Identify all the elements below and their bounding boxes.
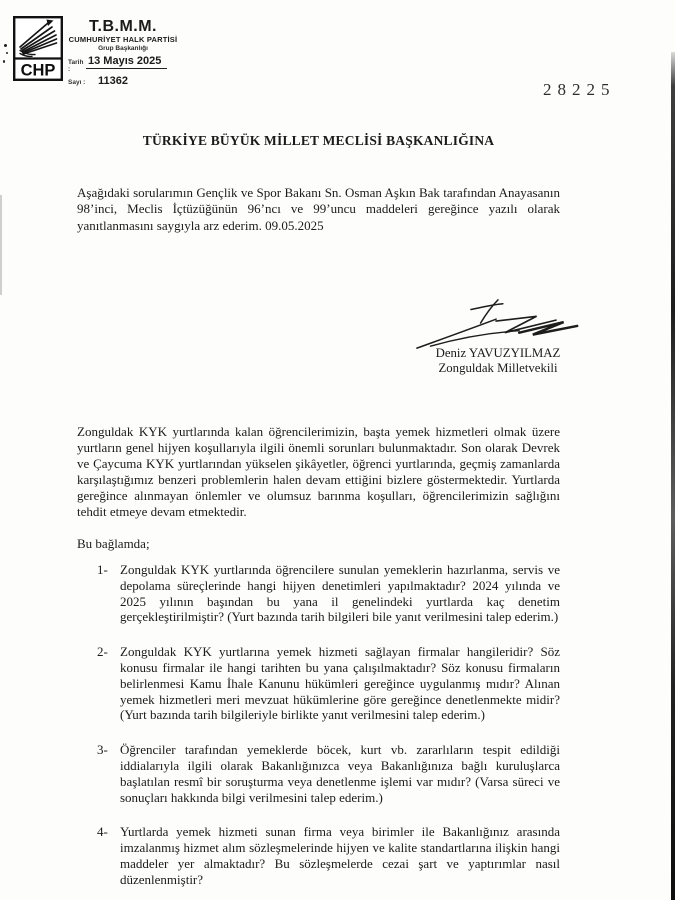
letterhead-party-name: CUMHURİYET HALK PARTİSİ bbox=[68, 35, 178, 44]
registry-stamp-number: 28225 bbox=[543, 80, 616, 99]
number-value: 11362 bbox=[98, 75, 128, 87]
date-label: Tarih : bbox=[68, 59, 84, 73]
question-item bbox=[97, 742, 560, 805]
letterhead-org: T.B.M.M. bbox=[89, 18, 157, 35]
document-title: TÜRKİYE BÜYÜK MİLLET MECLİSİ BAŞKANLIĞINA bbox=[142, 133, 495, 148]
question-number: 4- bbox=[97, 824, 108, 840]
scan-speck bbox=[6, 52, 8, 54]
question-item bbox=[97, 644, 560, 723]
scan-smudge bbox=[0, 195, 2, 295]
chp-party-logo bbox=[13, 16, 63, 81]
question-text: Zonguldak KYK yurtlarına yemek hizmeti sağlayan firmalar hangileridir? Söz konusu firmalar ile hangi tarihten bu yana çalışılmaktadır? Söz konusu firmaların belirlenmesi Kamu İhale Kanunu hükümleri gereğince uygulanmış mıdır? Alınan yemek hizmetleri meri mevzuat hükümlerine göre gereğince denetlenmekte midir? (Yurt bazında tarih bilgileriyle birlikte yanıt verilmesini talep ederim.) bbox=[120, 644, 560, 723]
question-text: Öğrenciler tarafından yemeklerde böcek, kurt vb. zararlıların tespit edildiği iddialarıyla ilgili olarak Bakanlığınızca veya Bakanlığınıza bağlı kuruluşlarca başlatılan resmî bir soruşturma veya denetlenme işlemi var mıdır? (Varsa süreci ve sonuçları hakkında bilgi verilmesini talep ederim.) bbox=[120, 742, 560, 805]
question-item bbox=[97, 562, 560, 625]
body-paragraph: Zonguldak KYK yurtlarında kalan öğrencilerimizin, başta yemek hizmetleri olmak üzere yurtların genel hijyen koşullarıyla ilgili önemli sorunları bulunmaktadır. Son olarak Devrek ve Çaycuma KYK yurtlarından yükselen şikâyetler, öğrenci yurtlarında, geçmiş zamanlarda karşılaştığımız benzeri problemlerin halen devam ettiğini bizlere göstermektedir. Yurtlarda gereğince alınmayan önlemler ve olumsuz barınma koşulları, öğrencilerimizin sağlığını tehdit etmeye devam etmektedir. bbox=[77, 424, 560, 519]
context-line: Bu bağlamda; bbox=[77, 536, 150, 551]
question-list bbox=[97, 562, 560, 900]
scan-speck bbox=[4, 44, 7, 47]
question-number: 3- bbox=[97, 742, 108, 758]
letterhead bbox=[13, 16, 178, 87]
number-label: Sayı : bbox=[68, 79, 86, 86]
question-item bbox=[97, 824, 560, 887]
signatory-name: Deniz YAVUZYILMAZ bbox=[435, 346, 561, 360]
question-number: 2- bbox=[97, 644, 108, 660]
date-value: 13 Mayıs 2025 bbox=[86, 55, 167, 69]
handwritten-signature-icon bbox=[410, 296, 586, 352]
letterhead-unit: Grup Başkanlığı bbox=[98, 45, 148, 52]
chp-logo-label: CHP bbox=[20, 61, 56, 80]
signatory-title: Zonguldak Milletvekili bbox=[438, 361, 558, 375]
scan-edge-line bbox=[671, 52, 675, 900]
intro-paragraph: Aşağıdaki sorularımın Gençlik ve Spor Bakanı Sn. Osman Aşkın Bak tarafından Anayasanın 98’inci, Meclis İçtüzüğünün 96’ncı ve 99’uncu maddeleri gereğince yazılı olarak yanıtlanmasını saygıyla arz ederim. 09.05.2025 bbox=[77, 185, 560, 233]
question-text: Zonguldak KYK yurtlarında öğrencilere sunulan yemeklerin hazırlanma, servis ve depolama süreçlerinde hangi hijyen denetimleri yapılmaktadır? 2024 yılında ve 2025 yılının başından bu yana il genelindeki yurtlarda kaç denetim gerçekleştirilmiştir? (Yurt bazında tarih bilgileri bile yanıt verilmesini talep ederim.) bbox=[120, 562, 560, 625]
question-number: 1- bbox=[97, 562, 108, 577]
signature-block bbox=[402, 296, 594, 376]
scan-speck bbox=[3, 60, 5, 63]
question-text: Yurtlarda yemek hizmeti sunan firma veya birimler ile Bakanlığınız arasında imzalanmış hizmet alım sözleşmelerinde hijyen ve kalite standartlarına ilişkin hangi maddeler yer almaktadır? Bu sözleşmelerde cezai şart ve yaptırımlar nasıl düzenlenmiştir? bbox=[120, 824, 560, 887]
